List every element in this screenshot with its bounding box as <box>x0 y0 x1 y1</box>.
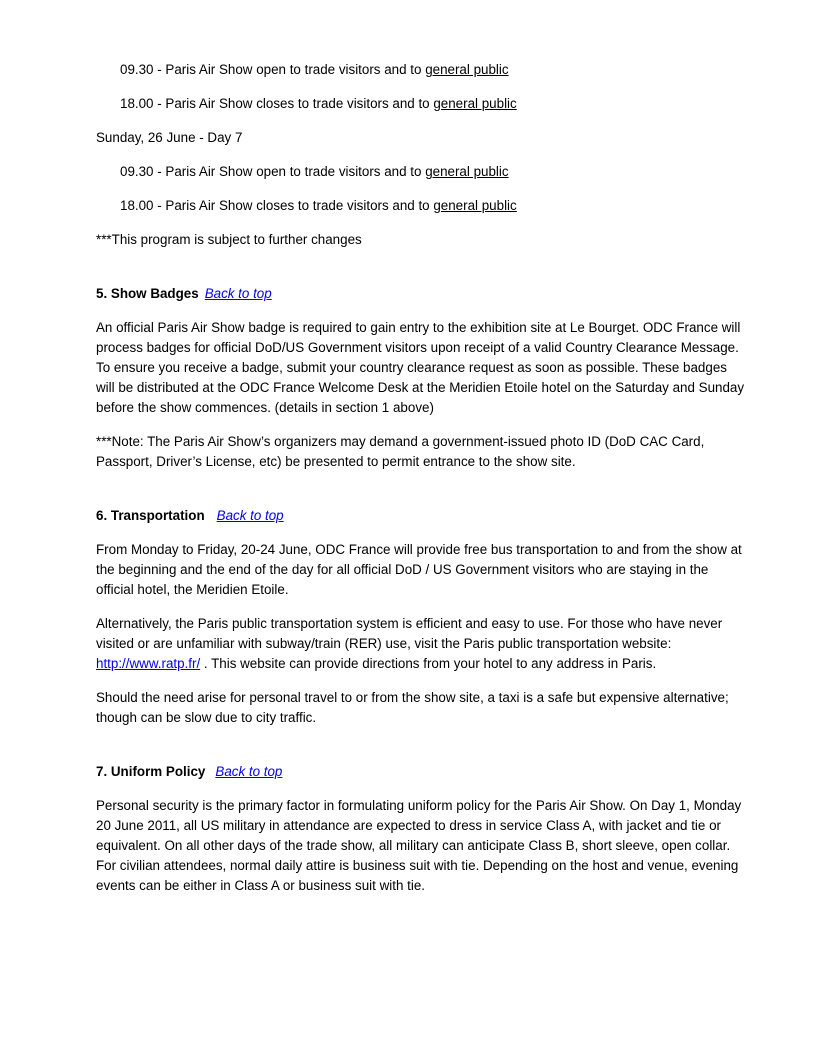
schedule-day6-close <box>96 94 746 114</box>
back-to-top-link[interactable]: Back to top <box>216 508 284 523</box>
schedule-day7-close <box>96 196 746 216</box>
section-title: 5. Show Badges <box>96 286 199 301</box>
schedule-day6-open <box>96 60 746 80</box>
spacer <box>96 250 746 284</box>
schedule-text: 09.30 - Paris Air Show open to trade visitors and to <box>120 62 426 77</box>
transportation-paragraph-bus: From Monday to Friday, 20-24 June, ODC France will provide free bus transportation to and from the show at the beginning and the end of the day for all official DoD / US Government visitors who are staying in the official hotel, the Meridien Etoile. <box>96 542 742 597</box>
paragraph-text: Alternatively, the Paris public transportation system is efficient and easy to use. For those who have never visited or are unfamiliar with subway/train (RER) use, visit the Paris public transportation website: <box>96 616 723 651</box>
schedule-day7-open <box>96 162 746 182</box>
section-heading-show-badges <box>96 284 746 304</box>
program-note: ***This program is subject to further changes <box>96 232 362 247</box>
schedule-day7-title: Sunday, 26 June - Day 7 <box>96 130 243 145</box>
transportation-paragraph-taxi: Should the need arise for personal travel to or from the show site, a taxi is a safe but expensive alternative; though can be slow due to city traffic. <box>96 690 729 725</box>
schedule-text: 18.00 - Paris Air Show closes to trade visitors and to <box>120 96 434 111</box>
section-heading-uniform-policy <box>96 762 746 782</box>
section-heading-transportation <box>96 506 746 526</box>
schedule-text: 18.00 - Paris Air Show closes to trade visitors and to <box>120 198 434 213</box>
uniform-policy-paragraph: Personal security is the primary factor in formulating uniform policy for the Paris Air Show. On Day 1, Monday 20 June 2011, all US military in attendance are expected to dress in service Class A, with jacket and tie or equivalent. On all other days of the trade show, all military can anticipate Class B, short sleeve, open collar. For civilian attendees, normal daily attire is business suit with tie. Depending on the host and venue, evening events can be either in Class A or business suit with tie. <box>96 798 742 893</box>
schedule-text: 09.30 - Paris Air Show open to trade visitors and to <box>120 164 426 179</box>
ratp-website-link[interactable]: http://www.ratp.fr/ <box>96 656 201 671</box>
document-page <box>96 60 746 910</box>
section-title: 7. Uniform Policy <box>96 764 206 779</box>
badges-paragraph: An official Paris Air Show badge is required to gain entry to the exhibition site at Le Bourget. ODC France will process badges for official DoD/US Government visitors upon receipt of a valid Country Clearance Message. To ensure you receive a badge, submit your country clearance request as soon as possible. These badges will be distributed at the ODC France Welcome Desk at the Meridien Etoile hotel on the Saturday and Sunday before the show commences. (details in section 1 above) <box>96 320 745 415</box>
general-public-link[interactable]: general public <box>425 62 509 77</box>
badges-note-paragraph: ***Note: The Paris Air Show’s organizers may demand a government-issued photo ID (DoD CAC Card, Passport, Driver’s License, etc) be presented to permit entrance to the show site. <box>96 434 705 469</box>
general-public-link[interactable]: general public <box>425 164 509 179</box>
back-to-top-link[interactable]: Back to top <box>215 764 283 779</box>
paragraph-text: . This website can provide directions from your hotel to any address in Paris. <box>200 656 657 671</box>
back-to-top-link[interactable]: Back to top <box>204 286 272 301</box>
general-public-link[interactable]: general public <box>433 198 517 213</box>
spacer <box>96 742 746 762</box>
spacer <box>96 486 746 506</box>
general-public-link[interactable]: general public <box>433 96 517 111</box>
section-title: 6. Transportation <box>96 508 205 523</box>
transportation-paragraph-public <box>96 614 746 674</box>
